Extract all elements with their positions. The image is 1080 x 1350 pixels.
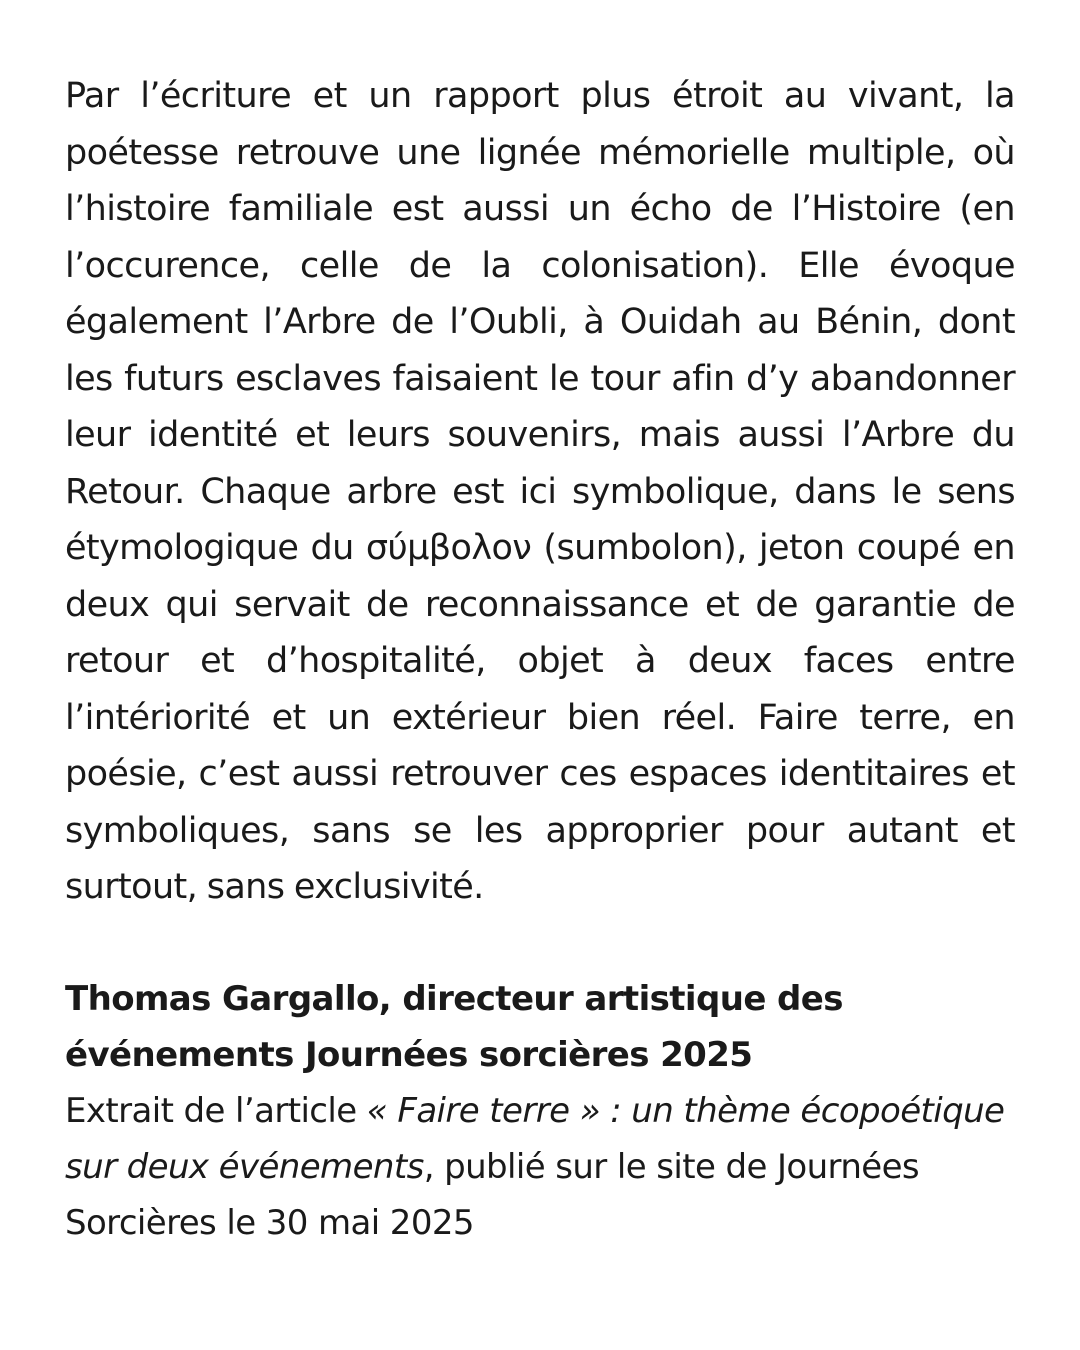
source-citation [65,1083,1015,1251]
source-suffix: , publié sur le site de Journées Sorcières le 30 mai 2025 [65,1146,920,1243]
author-credit: Thomas Gargallo, directeur artistique des événements Journées sorcières 2025 [65,978,843,1075]
document-page [65,68,1015,1251]
body-paragraph: Par l’écriture et un rapport plus étroit au vivant, la poétesse retrouve une lignée mémorielle multiple, où l’histoire familiale est aussi un écho de l’Histoire (en l’occurence, celle de la colonisation). Elle évoque également l’Arbre de l’Oubli, à Ouidah au Bénin, dont les futurs esclaves faisaient le tour afin d’y abandonner leur identité et leurs souvenirs, mais aussi l’Arbre du Retour. Chaque arbre est ici symbolique, dans le sens étymologique du σύμβολον (sumbolon), jeton coupé en deux qui servait de reconnaissance et de garantie de retour et d’hospitalité, objet à deux faces entre l’intériorité et un extérieur bien réel. Faire terre, en poésie, c’est aussi retrouver ces espaces identitaires et symboliques, sans se les approprier pour autant et surtout, sans exclusivité. [65,76,1015,907]
article-title: « Faire terre » : un thème écopoétique sur deux événements [65,1090,1005,1187]
source-prefix: Extrait de l’article [65,1090,367,1131]
signature-block [65,971,1015,1251]
